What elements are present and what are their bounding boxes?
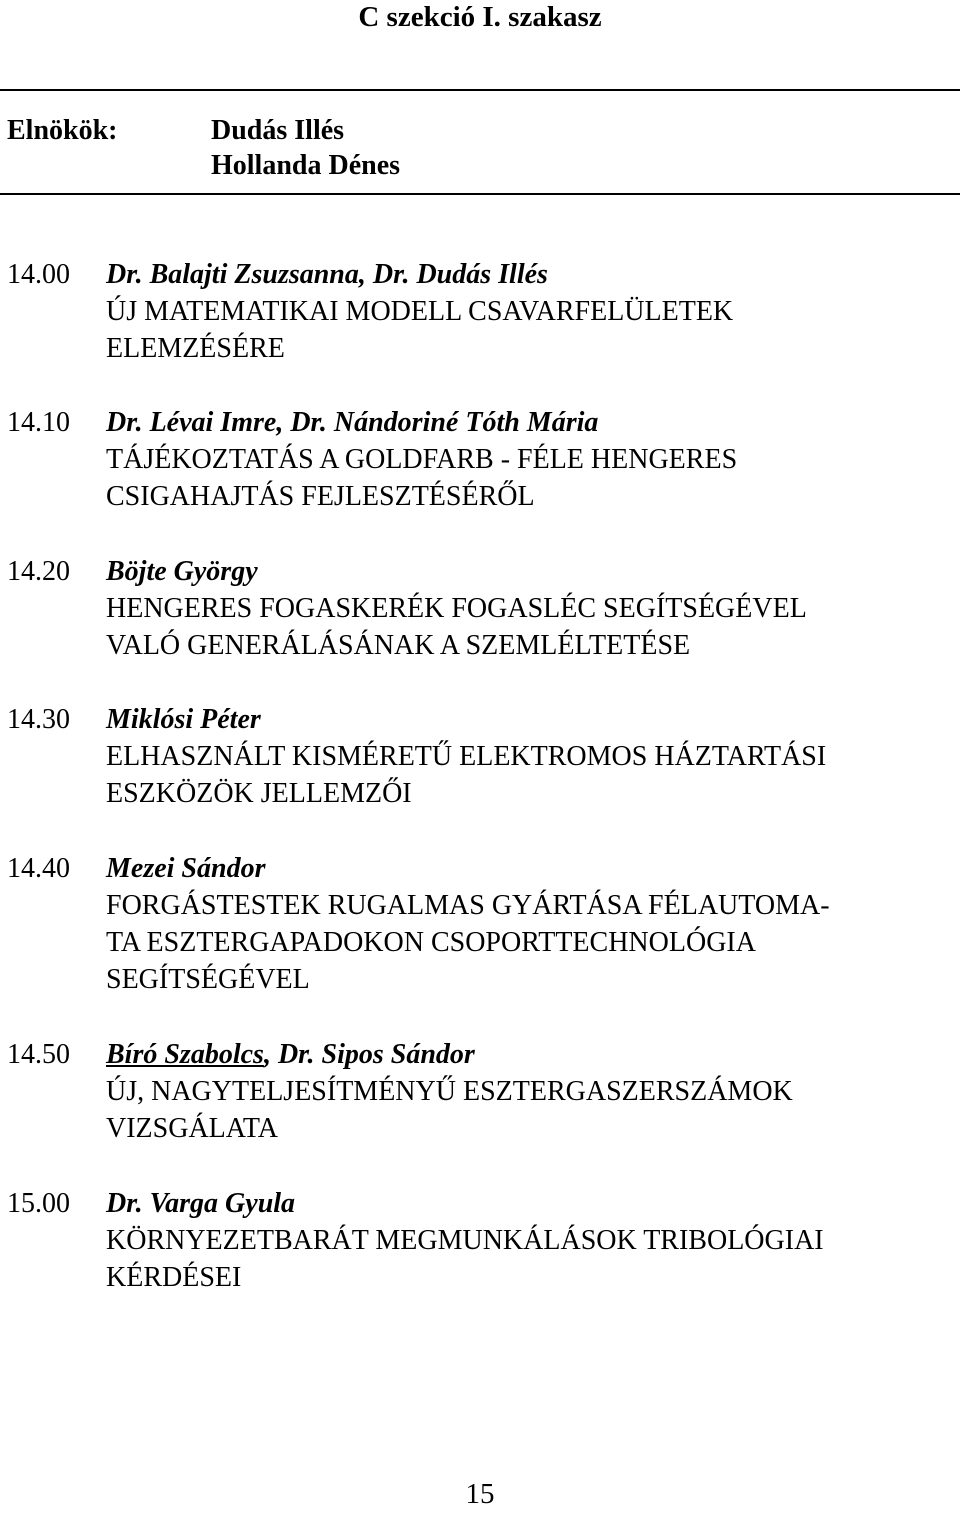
page-title: C szekció I. szakasz — [358, 1, 602, 33]
chair-name: Dudás Illés — [211, 115, 345, 146]
entry-author-primary: Dr. Balajti Zsuzsanna — [106, 259, 359, 290]
entry-author-primary: Böjte György — [106, 556, 258, 587]
chair-name: Hollanda Dénes — [211, 150, 401, 181]
entry-author-primary: Dr. Lévai Imre — [106, 407, 277, 438]
entry-body — [106, 553, 956, 664]
entry-author-rest: , Dr. Nándoriné Tóth Mária — [276, 407, 599, 438]
entry-author-rest: , Dr. Sipos Sándor — [263, 1039, 475, 1070]
divider-top — [0, 89, 960, 91]
entry-title: KÖRNYEZETBARÁT MEGMUNKÁLÁSOK TRIBOLÓGIAI KÉRDÉSEI — [106, 1225, 824, 1293]
entry-authors — [106, 553, 956, 590]
entry-body — [106, 1036, 956, 1147]
entry-time: 14.10 — [7, 407, 70, 438]
page-number: 15 — [465, 1478, 495, 1510]
entry-body — [106, 256, 956, 367]
entry-authors — [106, 1185, 956, 1222]
entry-title: ÚJ MATEMATIKAI MODELL CSAVARFELÜLETEK ELEMZÉSÉRE — [106, 296, 734, 364]
chairs-label: Elnökök: — [7, 115, 118, 146]
entry-authors — [106, 256, 956, 293]
entry-title: TÁJÉKOZTATÁS A GOLDFARB - FÉLE HENGERES CSIGAHAJTÁS FEJLESZTÉSÉRŐL — [106, 444, 738, 512]
entry-authors — [106, 404, 956, 441]
entry-title: ELHASZNÁLT KISMÉRETŰ ELEKTROMOS HÁZTARTÁSI ESZKÖZÖK JELLEMZŐI — [106, 741, 827, 809]
entry-authors — [106, 850, 956, 887]
entry-author-primary: Mezei Sándor — [106, 853, 266, 884]
entry-time: 15.00 — [7, 1188, 70, 1219]
entry-time: 14.40 — [7, 853, 70, 884]
entry-body — [106, 850, 956, 998]
entry-title: FORGÁSTESTEK RUGALMAS GYÁRTÁSA FÉLAUTOMA- TA ESZTERGAPADOKON CSOPORTTECHNOLÓGIA SEGÍTSÉGÉVEL — [106, 890, 830, 995]
chairs-names — [211, 113, 400, 183]
entry-title: HENGERES FOGASKERÉK FOGASLÉC SEGÍTSÉGÉVEL VALÓ GENERÁLÁSÁNAK A SZEMLÉLTETÉSE — [106, 593, 807, 661]
entry-body — [106, 404, 956, 515]
entry-title: ÚJ, NAGYTELJESÍTMÉNYŰ ESZTERGASZERSZÁMOK VIZSGÁLATA — [106, 1076, 793, 1144]
entry-time: 14.30 — [7, 704, 70, 735]
entry-author-primary: Dr. Varga Gyula — [106, 1188, 296, 1219]
entry-time: 14.20 — [7, 556, 70, 587]
entry-authors — [106, 1036, 956, 1073]
entry-time: 14.00 — [7, 259, 70, 290]
entry-authors — [106, 701, 956, 738]
entry-body — [106, 701, 956, 812]
entry-body — [106, 1185, 956, 1296]
divider-bottom — [0, 193, 960, 195]
entry-time: 14.50 — [7, 1039, 70, 1070]
entry-author-primary: Bíró Szabolcs — [106, 1039, 264, 1070]
entry-author-rest: , Dr. Dudás Illés — [358, 259, 548, 290]
entry-author-primary: Miklósi Péter — [106, 704, 261, 735]
